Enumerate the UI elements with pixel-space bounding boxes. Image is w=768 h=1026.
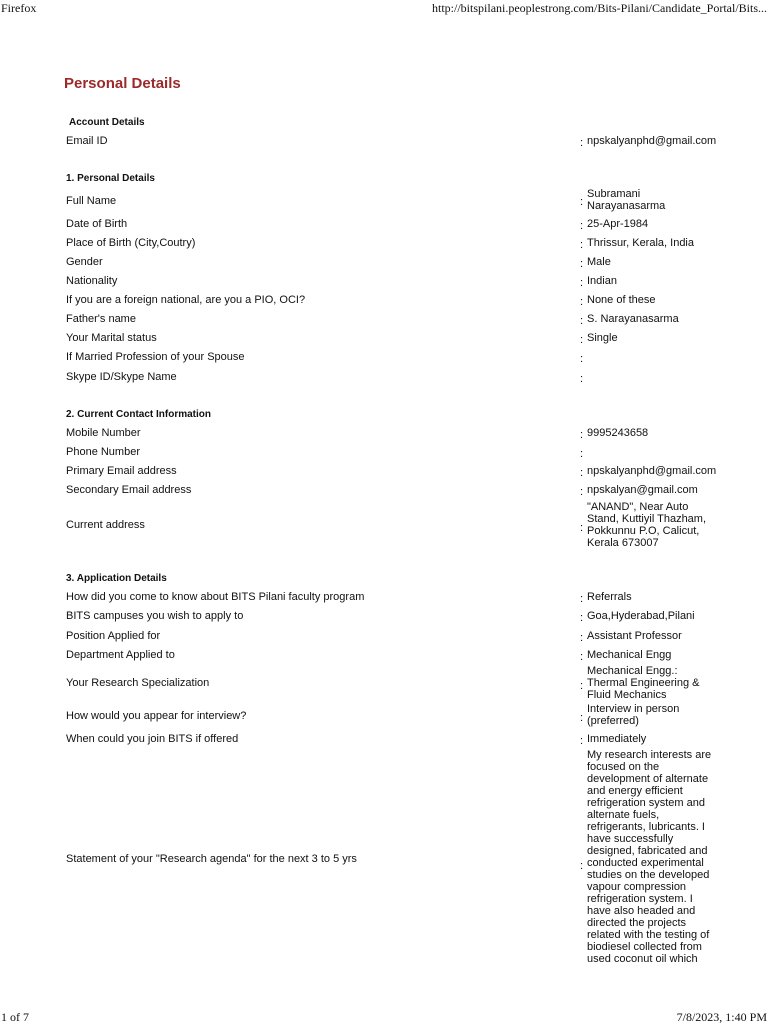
field-value: npskalyan@gmail.com bbox=[587, 484, 698, 496]
field-label: How would you appear for interview? bbox=[66, 709, 247, 722]
field-separator: : bbox=[580, 277, 584, 289]
field-separator: : bbox=[580, 860, 584, 872]
field-label: If you are a foreign national, are you a PIO, OCI? bbox=[66, 293, 306, 306]
personal-row-place-of-birth bbox=[0, 236, 768, 250]
field-label: Mobile Number bbox=[66, 426, 141, 439]
field-separator: : bbox=[580, 353, 584, 365]
field-value: Mechanical Engg.: Thermal Engineering & Fluid Mechanics bbox=[587, 665, 700, 701]
field-value: Male bbox=[587, 256, 611, 268]
field-label: Father's name bbox=[66, 312, 136, 325]
field-label: Position Applied for bbox=[66, 629, 161, 642]
field-label: Gender bbox=[66, 255, 103, 268]
application-row-source bbox=[0, 590, 768, 604]
page-url[interactable]: http://bitspilani.peoplestrong.com/Bits-Pilani/Candidate_Portal/Bits... bbox=[432, 1, 767, 15]
field-label: Email ID bbox=[66, 134, 108, 147]
field-separator: : bbox=[580, 239, 584, 251]
field-value: 25-Apr-1984 bbox=[587, 218, 649, 230]
application-details-heading: 3. Application Details bbox=[66, 573, 167, 584]
field-label: Your Marital status bbox=[66, 331, 157, 344]
field-separator: : bbox=[580, 373, 584, 385]
field-separator: : bbox=[580, 486, 584, 498]
field-label: Primary Email address bbox=[66, 464, 177, 477]
personal-row-father-name bbox=[0, 312, 768, 326]
account-details-heading: Account Details bbox=[69, 117, 145, 128]
account-email-row bbox=[0, 134, 768, 148]
field-label: Department Applied to bbox=[66, 648, 175, 661]
field-value: Interview in person (preferred) bbox=[587, 703, 680, 727]
print-timestamp: 7/8/2023, 1:40 PM bbox=[676, 1010, 767, 1024]
field-value: Immediately bbox=[587, 733, 647, 745]
contact-row-primary-email bbox=[0, 464, 768, 478]
field-value: 9995243658 bbox=[587, 427, 649, 439]
field-value: My research interests are focused on the development of alternate and energy efficient refrigeration system and alternate fuels, refrigerants, lubricants. I have successfully designed, fabricated and conducted experimental studies on the developed vapour compression refrigeration system. I have also headed and directed the projects related with the testing of biodiesel collected from used coconut oil which bbox=[587, 749, 712, 965]
application-row-research-agenda bbox=[0, 749, 768, 969]
field-label: Full Name bbox=[66, 194, 117, 207]
field-label: If Married Profession of your Spouse bbox=[66, 350, 245, 363]
contact-row-current-address bbox=[0, 501, 768, 549]
field-separator: : bbox=[580, 593, 584, 605]
field-label: Your Research Specialization bbox=[66, 677, 210, 689]
field-label: Secondary Email address bbox=[66, 483, 192, 496]
field-value: Thrissur, Kerala, India bbox=[587, 237, 694, 249]
field-separator: : bbox=[580, 712, 584, 724]
field-value: Mechanical Engg bbox=[587, 649, 672, 661]
application-row-position bbox=[0, 629, 768, 643]
field-label: Phone Number bbox=[66, 445, 140, 458]
field-separator: : bbox=[580, 632, 584, 644]
field-separator: : bbox=[580, 651, 584, 663]
field-separator: : bbox=[580, 735, 584, 747]
page-indicator: 1 of 7 bbox=[1, 1010, 29, 1024]
personal-row-skype bbox=[0, 370, 768, 384]
field-label: Place of Birth (City,Coutry) bbox=[66, 236, 196, 249]
field-separator: : bbox=[580, 334, 584, 346]
field-separator: : bbox=[580, 315, 584, 327]
page-title: Personal Details bbox=[64, 75, 181, 92]
field-label: BITS campuses you wish to apply to bbox=[66, 609, 244, 622]
field-separator: : bbox=[580, 220, 584, 232]
field-value: Goa,Hyderabad,Pilani bbox=[587, 610, 695, 622]
application-row-specialization bbox=[0, 665, 768, 702]
field-value: Referrals bbox=[587, 591, 632, 603]
field-value: npskalyanphd@gmail.com bbox=[587, 135, 717, 147]
browser-name: Firefox bbox=[1, 1, 37, 15]
field-value: Subramani Narayanasarma bbox=[587, 188, 666, 212]
field-label: Current address bbox=[66, 518, 145, 531]
field-separator: : bbox=[580, 612, 584, 624]
personal-row-foreign-national bbox=[0, 293, 768, 307]
personal-row-gender bbox=[0, 255, 768, 269]
field-separator: : bbox=[580, 429, 584, 441]
personal-row-marital-status bbox=[0, 331, 768, 345]
personal-row-dob bbox=[0, 217, 768, 231]
field-separator: : bbox=[580, 448, 584, 460]
personal-details-heading: 1. Personal Details bbox=[66, 173, 155, 184]
contact-row-phone bbox=[0, 445, 768, 459]
contact-info-heading: 2. Current Contact Information bbox=[66, 409, 212, 420]
field-value: None of these bbox=[587, 294, 656, 306]
field-separator: : bbox=[580, 196, 584, 208]
field-value: npskalyanphd@gmail.com bbox=[587, 465, 717, 477]
field-value: Assistant Professor bbox=[587, 630, 682, 642]
application-row-interview bbox=[0, 703, 768, 729]
personal-row-spouse-profession bbox=[0, 350, 768, 364]
contact-row-mobile bbox=[0, 426, 768, 440]
field-value: S. Narayanasarma bbox=[587, 313, 679, 325]
field-label: When could you join BITS if offered bbox=[66, 732, 239, 745]
field-value: Indian bbox=[587, 275, 617, 287]
field-separator: : bbox=[580, 522, 584, 534]
field-separator: : bbox=[580, 467, 584, 479]
field-label: Skype ID/Skype Name bbox=[66, 370, 177, 383]
application-row-campuses bbox=[0, 609, 768, 623]
print-header bbox=[0, 1, 768, 17]
field-separator: : bbox=[580, 258, 584, 270]
field-separator: : bbox=[580, 137, 584, 149]
personal-row-full-name bbox=[0, 188, 768, 214]
field-label: Statement of your "Research agenda" for the next 3 to 5 yrs bbox=[66, 852, 357, 865]
contact-row-secondary-email bbox=[0, 483, 768, 497]
field-label: Nationality bbox=[66, 274, 118, 287]
personal-row-nationality bbox=[0, 274, 768, 288]
application-row-joining bbox=[0, 732, 768, 746]
field-value: Single bbox=[587, 332, 618, 344]
field-value: "ANAND", Near Auto Stand, Kuttiyil Thazham, Pokkunnu P.O, Calicut, Kerala 673007 bbox=[587, 501, 707, 549]
field-label: How did you come to know about BITS Pilani faculty program bbox=[66, 590, 365, 603]
application-row-department bbox=[0, 648, 768, 662]
field-separator: : bbox=[580, 296, 584, 308]
field-label: Date of Birth bbox=[66, 217, 128, 230]
field-separator: : bbox=[580, 680, 584, 692]
